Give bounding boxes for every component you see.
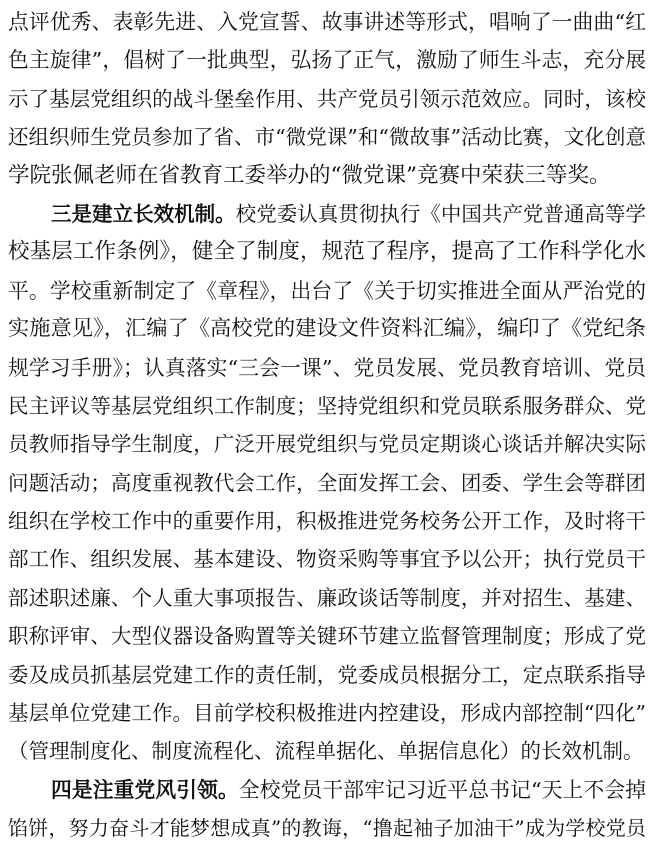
text-line: 示了基层党组织的战斗堡垒作用、共产党员引领示范效应。同时，该校 xyxy=(8,86,646,111)
text-line: 委及成员抓基层党建工作的责任制，党委成员根据分工，定点联系指导 xyxy=(8,662,646,687)
text-line xyxy=(8,195,646,233)
text-line xyxy=(8,771,646,809)
text-line: 员教师指导学生制度，广泛开展党组织与党员定期谈心谈话并解决实际 xyxy=(8,432,646,457)
text-line: 问题活动；高度重视教代会工作，全面发挥工会、团委、学生会等群团 xyxy=(8,470,646,495)
text-line: 平。学校重新制定了《章程》，出台了《关于切实推进全面从严治党的 xyxy=(8,278,646,303)
text-line: 职称评审、大型仪器设备购置等关键环节建立监督管理制度；形成了党 xyxy=(8,624,646,649)
text-line: 民主评议等基层党组织工作制度；坚持党组织和党员联系服务群众、党 xyxy=(8,393,646,418)
text-line: 基层单位党建工作。目前学校积极推进内控建设，形成内部控制“四化” xyxy=(8,701,646,726)
paragraph-heading: 三是建立长效机制。 xyxy=(51,201,236,226)
text-line: 还组织师生党员参加了省、市“微党课”和“微故事”活动比赛，文化创意 xyxy=(8,125,646,150)
paragraph-text: 全校党员干部牢记习近平总书记“天上不会掉 xyxy=(238,777,646,802)
text-line: 校基层工作条例》，健全了制度，规范了程序，提高了工作科学化水 xyxy=(8,239,646,265)
text-line: （管理制度化、制度流程化、流程单据化、单据信息化）的长效机制。 xyxy=(8,739,644,764)
text-line: 学院张佩老师在省教育工委举办的“微党课”竞赛中荣获三等奖。 xyxy=(8,162,611,188)
paragraph-2 xyxy=(8,195,646,771)
text-line: 点评优秀、表彰先进、入党宣誓、故事讲述等形式，唱响了一曲曲“红 xyxy=(8,10,646,34)
text-line: 部工作、组织发展、基本建设、物资采购等事宜予以公开；执行党员干 xyxy=(8,547,646,572)
paragraph-1 xyxy=(8,3,646,195)
text-line: 规学习手册》；认真落实“三会一课”、党员发展、党员教育培训、党员 xyxy=(8,355,646,380)
paragraph-text: 校党委认真贯彻执行《中国共产党普通高等学 xyxy=(235,201,646,226)
text-line: 组织在学校工作中的重要作用，积极推进党务校务公开工作，及时将干 xyxy=(8,509,646,534)
text-line: 馅饼，努力奋斗才能梦想成真”的教诲，“撸起袖子加油干”成为学校党员 xyxy=(8,816,646,841)
text-line: 实施意见》，汇编了《高校党的建设文件资料汇编》，编印了《党纪条 xyxy=(8,316,646,342)
paragraph-heading: 四是注重党风引领。 xyxy=(51,777,239,802)
text-line: 色主旋律”，倡树了一批典型，弘扬了正气，激励了师生斗志，充分展 xyxy=(8,48,646,73)
paragraph-3 xyxy=(8,771,646,848)
text-line: 部述职述廉、个人重大事项报告、廉政谈话等制度，并对招生、基建、 xyxy=(8,585,646,610)
